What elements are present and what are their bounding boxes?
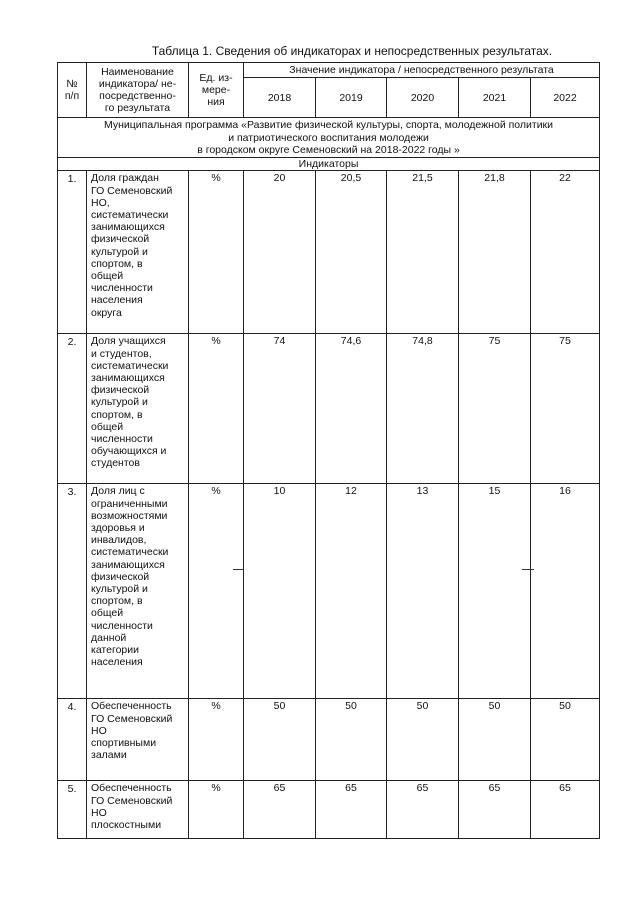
header-year-2022: 2022 xyxy=(531,78,600,118)
value-2020: 21,5 xyxy=(387,171,459,334)
value-2018: 65 xyxy=(244,781,316,839)
header-year-2018: 2018 xyxy=(244,78,316,118)
table-row xyxy=(58,484,600,699)
row-name: Обеспеченность ГО Семеновский НО плоскостными xyxy=(87,781,189,839)
section-indicators: Индикаторы xyxy=(58,158,600,171)
row-unit: % xyxy=(189,171,244,334)
row-unit: % xyxy=(189,484,244,699)
header-year-2019: 2019 xyxy=(316,78,387,118)
row-unit: % xyxy=(189,699,244,781)
value-2021: 75 xyxy=(459,334,531,484)
header-unit: Ед. из- мере- ния xyxy=(189,63,244,118)
table-caption: Таблица 1. Сведения об индикаторах и непосредственных результатах. xyxy=(151,44,553,58)
value-2019: 65 xyxy=(316,781,387,839)
value-2021: 65 xyxy=(459,781,531,839)
header-value-group: Значение индикатора / непосредственного результата xyxy=(244,63,600,78)
value-2019: 20,5 xyxy=(316,171,387,334)
value-2022: 75 xyxy=(531,334,600,484)
table-row xyxy=(58,334,600,484)
value-2018: 10 xyxy=(244,484,316,699)
row-name: Доля лиц с ограниченными возможностями здоровья и инвалидов, систематически занимающихся физической культурой и спортом, в общей численности данной категории населения xyxy=(87,484,189,699)
value-2020: 50 xyxy=(387,699,459,781)
value-2022: 50 xyxy=(531,699,600,781)
row-name: Доля учащихся и студентов, систематически занимающихся физической культурой и спортом, в общей численности обучающихся и студентов xyxy=(87,334,189,484)
value-2019: 74,6 xyxy=(316,334,387,484)
header-year-2020: 2020 xyxy=(387,78,459,118)
value-2019: 50 xyxy=(316,699,387,781)
row-number: 3. xyxy=(58,484,87,699)
value-2018: 74 xyxy=(244,334,316,484)
row-number: 5. xyxy=(58,781,87,839)
row-number: 2. xyxy=(58,334,87,484)
row-number: 4. xyxy=(58,699,87,781)
scan-mark xyxy=(233,569,243,570)
scan-mark xyxy=(522,569,534,570)
value-2019: 12 xyxy=(316,484,387,699)
table-row xyxy=(58,171,600,334)
table-row xyxy=(58,699,600,781)
value-2021: 15 xyxy=(459,484,531,699)
value-2022: 16 xyxy=(531,484,600,699)
value-2022: 65 xyxy=(531,781,600,839)
value-2018: 50 xyxy=(244,699,316,781)
value-2022: 22 xyxy=(531,171,600,334)
header-name: Наименование индикатора/ не- посредственно- го результата xyxy=(87,63,189,118)
value-2018: 20 xyxy=(244,171,316,334)
value-2020: 74,8 xyxy=(387,334,459,484)
indicators-table xyxy=(57,62,600,839)
row-name: Доля граждан ГО Семеновский НО, систематически занимающихся физической культурой и спортом, в общей численности населения округа xyxy=(87,171,189,334)
table-row xyxy=(58,781,600,839)
row-unit: % xyxy=(189,781,244,839)
value-2021: 21,8 xyxy=(459,171,531,334)
header-number: № п/п xyxy=(58,63,87,118)
row-unit: % xyxy=(189,334,244,484)
value-2021: 50 xyxy=(459,699,531,781)
value-2020: 13 xyxy=(387,484,459,699)
row-number: 1. xyxy=(58,171,87,334)
value-2020: 65 xyxy=(387,781,459,839)
row-name: Обеспеченность ГО Семеновский НО спортивными залами xyxy=(87,699,189,781)
program-title: Муниципальная программа «Развитие физической культуры, спорта, молодежной политики и патриотического воспитания молодежи в городском округе Семеновский на 2018-2022 годы » xyxy=(58,118,600,158)
header-year-2021: 2021 xyxy=(459,78,531,118)
